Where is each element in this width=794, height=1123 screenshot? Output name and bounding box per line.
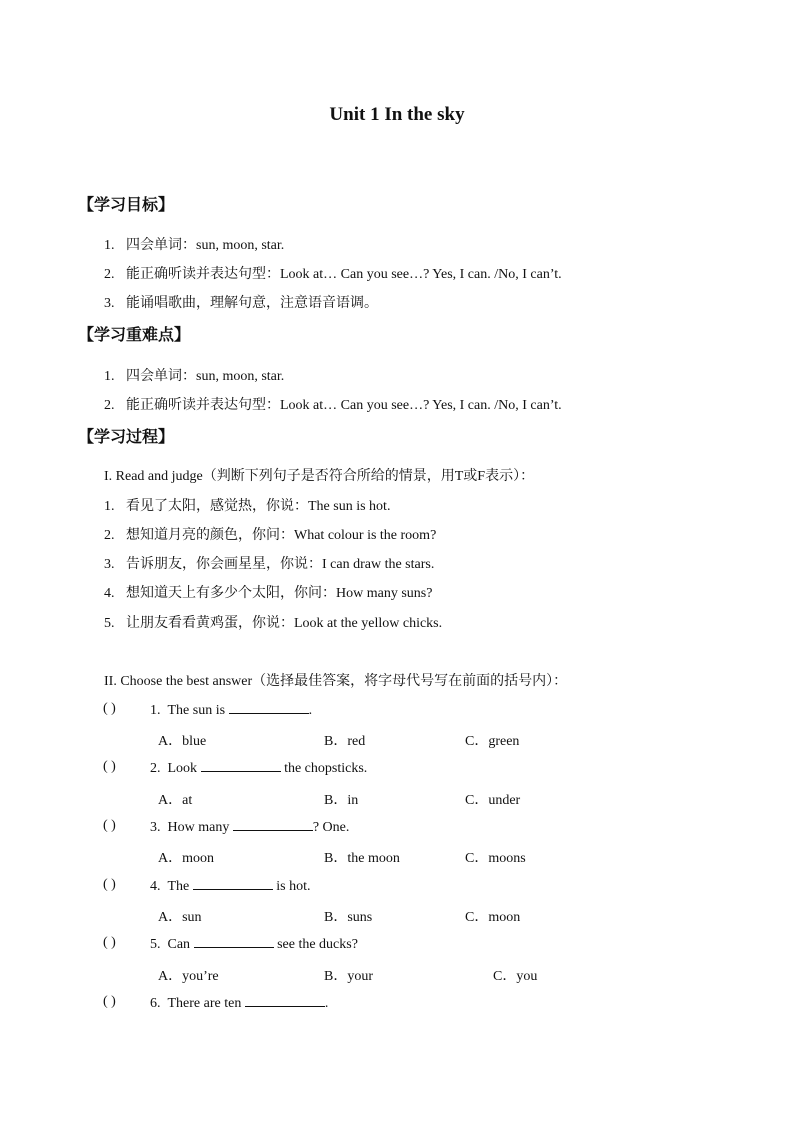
answer-bracket[interactable]: ( ) — [103, 701, 116, 716]
question-number: 6. — [150, 996, 161, 1011]
goal-item — [104, 234, 284, 254]
answer-bracket[interactable]: ( ) — [103, 877, 116, 892]
item-text: 能正确听读并表达句型：Look at… Can you see…? Yes, I can. /No, I can’t. — [126, 398, 562, 413]
option-b: B．in — [324, 793, 359, 808]
option-b: B．your — [324, 969, 373, 984]
answer-blank — [194, 935, 274, 948]
option-a: A．blue — [158, 734, 207, 749]
item-text: 想知道天上有多少个太阳，你问：How many suns? — [126, 586, 433, 601]
question-after-blank: is hot. — [276, 879, 311, 894]
option-b: B．the moon — [324, 851, 400, 866]
question-number: 2. — [150, 761, 161, 776]
option-c: C．under — [465, 793, 521, 808]
item-number: 5. — [104, 616, 115, 631]
section-heading-goals: 【学习目标】 — [78, 195, 175, 214]
question-before-blank: How many — [167, 820, 230, 835]
item-number: 4. — [104, 586, 115, 601]
goal-item — [104, 263, 562, 283]
item-number: 2. — [104, 398, 115, 413]
question-stem — [150, 701, 312, 719]
judge-item — [104, 582, 432, 602]
item-number: 1. — [104, 238, 115, 253]
item-text: 让朋友看看黄鸡蛋，你说：Look at the yellow chicks. — [126, 616, 443, 631]
question-after-blank: . — [324, 996, 329, 1011]
question-after-blank: . — [308, 703, 313, 718]
question-before-blank: Look — [167, 761, 198, 776]
answer-blank — [233, 818, 313, 831]
question-stem — [150, 759, 367, 777]
option-c: C．moons — [465, 851, 526, 866]
option-a: A．you’re — [158, 969, 219, 984]
key-point-item — [104, 365, 284, 385]
judge-item — [104, 524, 436, 544]
question-before-blank: Can — [167, 937, 191, 952]
option-a: A．sun — [158, 910, 202, 925]
question-before-blank: The sun is — [167, 703, 226, 718]
goal-item — [104, 292, 378, 312]
answer-blank — [245, 994, 325, 1007]
item-number: 3. — [104, 296, 115, 311]
item-text: 看见了太阳，感觉热，你说：The sun is hot. — [126, 499, 391, 514]
item-text: 能正确听读并表达句型：Look at… Can you see…? Yes, I can. /No, I can’t. — [126, 267, 562, 282]
part1-instruction: I. Read and judge（判断下列句子是否符合所给的情景，用T或F表示）： — [104, 469, 535, 484]
answer-blank — [229, 701, 309, 714]
question-number: 5. — [150, 937, 161, 952]
option-c: C．green — [465, 734, 520, 749]
question-stem — [150, 935, 358, 953]
item-text: 告诉朋友，你会画星星，你说：I can draw the stars. — [126, 557, 435, 572]
question-stem — [150, 818, 349, 836]
question-number: 1. — [150, 703, 161, 718]
item-text: 想知道月亮的颜色，你问：What colour is the room? — [126, 528, 437, 543]
question-after-blank: see the ducks? — [277, 937, 358, 952]
item-number: 2. — [104, 267, 115, 282]
option-a: A．at — [158, 793, 193, 808]
question-number: 3. — [150, 820, 161, 835]
key-point-item — [104, 394, 562, 414]
item-number: 1. — [104, 499, 115, 514]
option-c: C．moon — [465, 910, 521, 925]
answer-blank — [201, 759, 281, 772]
option-b: B．red — [324, 734, 366, 749]
item-number: 3. — [104, 557, 115, 572]
answer-blank — [193, 877, 273, 890]
question-stem — [150, 994, 328, 1012]
item-number: 2. — [104, 528, 115, 543]
item-text: 能诵唱歌曲，理解句意，注意语音语调。 — [126, 296, 378, 311]
answer-bracket[interactable]: ( ) — [103, 935, 116, 950]
item-text: 四会单词：sun, moon, star. — [126, 369, 285, 384]
option-c: C．you — [493, 969, 538, 984]
question-stem — [150, 877, 311, 895]
option-a: A．moon — [158, 851, 214, 866]
judge-item — [104, 495, 390, 515]
answer-bracket[interactable]: ( ) — [103, 994, 116, 1009]
item-text: 四会单词：sun, moon, star. — [126, 238, 285, 253]
question-before-blank: There are ten — [167, 996, 242, 1011]
page-title: Unit 1 In the sky — [329, 104, 465, 125]
question-after-blank: ? One. — [312, 820, 350, 835]
question-number: 4. — [150, 879, 161, 894]
question-before-blank: The — [167, 879, 190, 894]
judge-item — [104, 612, 442, 632]
question-after-blank: the chopsticks. — [284, 761, 368, 776]
option-b: B．suns — [324, 910, 373, 925]
answer-bracket[interactable]: ( ) — [103, 818, 116, 833]
part2-instruction: II. Choose the best answer（选择最佳答案，将字母代号写在前面的括号内）： — [104, 674, 568, 689]
answer-bracket[interactable]: ( ) — [103, 759, 116, 774]
section-heading-process: 【学习过程】 — [78, 427, 175, 446]
section-heading-key-points: 【学习重难点】 — [78, 325, 191, 344]
judge-item — [104, 553, 434, 573]
item-number: 1. — [104, 369, 115, 384]
